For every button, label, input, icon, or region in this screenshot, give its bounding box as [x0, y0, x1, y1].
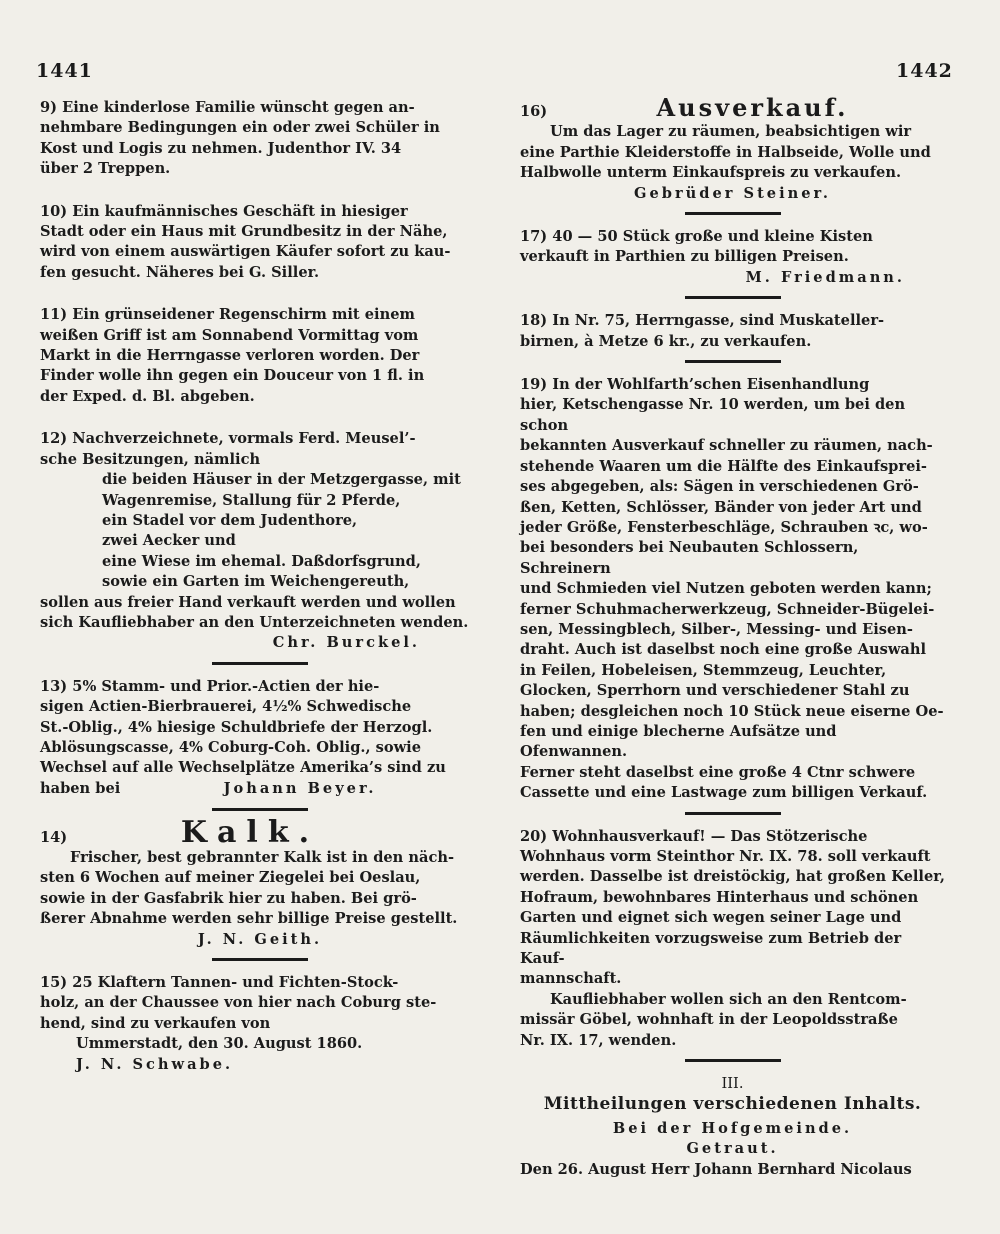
ad-12 [40, 429, 480, 653]
ad-heading [520, 93, 945, 122]
signature: M. Friedmann. [745, 268, 905, 286]
ad-line: ses abgegeben, als: Sägen in verschiedenen Grö- [520, 478, 919, 496]
section-subtitle: Bei der Hofgemeinde. [612, 1119, 853, 1137]
list-item: die beiden Häuser in der Metzgergasse, mit [102, 471, 461, 489]
ad-title: Kalk. [180, 814, 320, 850]
ad-line: verkauft in Parthien zu billigen Preisen. [520, 248, 849, 266]
ad-line: in Feilen, Hobeleisen, Stemmzeug, Leuchter, [520, 661, 887, 679]
ad-line: holz, an der Chaussee von hier nach Coburg ste- [40, 994, 437, 1012]
ad-line: 18) In Nr. 75, Herrngasse, sind Muskateller- [520, 312, 885, 330]
date-line: Ummerstadt, den 30. August 1860. [76, 1035, 363, 1053]
ad-heading [40, 814, 480, 850]
signature: J. N. Schwabe. [76, 1055, 234, 1073]
ad-line: fen gesucht. Näheres bei G. Siller. [40, 263, 320, 281]
page-number-left: 1441 [36, 60, 93, 82]
ad-13 [40, 677, 480, 800]
separator-rule [212, 808, 308, 811]
separator-rule [685, 212, 781, 215]
ad-line: 15) 25 Klaftern Tannen- und Fichten-Stock- [40, 974, 399, 992]
ad-9 [40, 98, 480, 180]
ad-line: 11) Ein grünseidener Regenschirm mit einem [40, 306, 415, 324]
ad-line: Finder wolle ihn gegen ein Douceur von 1 fl. in [40, 367, 425, 385]
ad-number: 14) [40, 828, 68, 846]
ad-line: missär Göbel, wohnhaft in der Leopoldsstraße [520, 1011, 898, 1029]
ad-line: hend, sind zu verkaufen von [40, 1014, 271, 1032]
ad-line: Garten und eignet sich wegen seiner Lage und [520, 909, 902, 927]
separator-rule [212, 662, 308, 665]
separator-rule [685, 812, 781, 815]
ad-line: birnen, à Metze 6 kr., zu verkaufen. [520, 332, 812, 350]
ad-15 [40, 973, 480, 1075]
ad-line: über 2 Treppen. [40, 160, 171, 178]
signature: Gebrüder Steiner. [634, 184, 831, 202]
section-subsubtitle: Getraut. [686, 1140, 779, 1158]
signature: J. N. Geith. [197, 930, 323, 948]
ad-line: weißen Griff ist am Sonnabend Vormittag vom [40, 326, 419, 344]
ad-line: Hofraum, bewohnbares Hinterhaus und schönen [520, 888, 919, 906]
ad-18 [520, 311, 945, 352]
separator-rule [685, 296, 781, 299]
ad-line: Ablösungscasse, 4% Coburg-Coh. Oblig., sowie [40, 738, 422, 756]
ad-line: Wohnhaus vorm Steinthor Nr. IX. 78. soll verkauft [520, 848, 931, 865]
ad-line: Frischer, best gebrannter Kalk ist in den näch- [70, 849, 454, 866]
section-title: Mittheilungen verschiedenen Inhalts. [543, 1094, 922, 1115]
ad-line: Markt in die Herrngasse verloren worden. Der [40, 347, 420, 365]
ad-number: 16) [520, 103, 548, 120]
ad-19 [520, 375, 945, 804]
ad-line: Um das Lager zu räumen, beabsichtigen wir [550, 123, 912, 141]
ad-line: ßen, Ketten, Schlösser, Bänder von jeder Art und [520, 498, 922, 516]
list-item: eine Wiese im ehemal. Daßdorfsgrund, [102, 552, 421, 570]
right-column [520, 93, 945, 1180]
ad-line: bekannten Ausverkauf schneller zu räumen, nach- [520, 437, 933, 455]
ad-line: sche Besitzungen, nämlich [40, 450, 261, 468]
ad-line: haben; desgleichen noch 10 Stück neue eiserne Oe- [520, 702, 944, 720]
signature: Johann Beyer. [223, 780, 377, 798]
ad-line: bei besonders bei Neubauten Schlossern, Schreinern [520, 539, 859, 577]
ad-20 [520, 827, 945, 1051]
ad-line: sigen Actien-Bierbrauerei, 4½% Schwedische [40, 698, 412, 716]
separator-rule [212, 958, 308, 961]
ad-line: jeder Größe, Fensterbeschläge, Schrauben ꝛc, wo- [520, 518, 928, 536]
ad-line: sen, Messingblech, Silber-, Messing- und Eisen- [520, 620, 913, 638]
ad-line: eine Parthie Kleiderstoffe in Halbseide, Wolle und [520, 143, 931, 161]
property-list [40, 470, 480, 592]
ad-line: fen und einige blecherne Aufsätze und Ofenwannen. [520, 722, 837, 761]
ad-line: Stadt oder ein Haus mit Grundbesitz in der Nähe, [40, 223, 448, 241]
ad-line: Kaufliebhaber wollen sich an den Rentcom- [550, 990, 907, 1008]
left-column [40, 98, 480, 1075]
list-item: ein Stadel vor dem Judenthore, [102, 511, 358, 529]
list-item: zwei Aecker und [102, 532, 236, 550]
ad-line: nehmbare Bedingungen ein oder zwei Schüler in [40, 119, 440, 137]
signature: Chr. Burckel. [272, 634, 420, 652]
ad-line: Räumlichkeiten vorzugsweise zum Betrieb der Kauf- [520, 929, 902, 968]
ad-line: Halbwolle unterm Einkaufspreis zu verkaufen. [520, 164, 902, 182]
ad-line: sten 6 Wochen auf meiner Ziegelei bei Oeslau, [40, 869, 421, 887]
ad-line: haben bei [40, 779, 121, 797]
ad-line: 13) 5% Stamm- und Prior.-Actien der hie- [40, 677, 380, 695]
ad-14 [40, 814, 480, 950]
ad-line: werden. Dasselbe ist dreistöckig, hat großen Keller, [520, 868, 945, 886]
section-3 [520, 1074, 945, 1180]
page-number-right: 1442 [896, 60, 953, 82]
ad-line: 10) Ein kaufmännisches Geschäft in hiesiger [40, 202, 408, 220]
ad-line: sich Kaufliebhaber an den Unterzeichneten wenden. [40, 613, 469, 631]
ad-line: Cassette und eine Lastwage zum billigen Verkauf. [520, 784, 928, 802]
ad-line: sowie in der Gasfabrik hier zu haben. Bei grö- [40, 889, 417, 907]
ad-line: Kost und Logis zu nehmen. Judenthor IV. 34 [40, 139, 402, 157]
ad-line: 19) In der Wohlfarth’schen Eisenhandlung [520, 376, 870, 394]
ad-line: stehende Waaren um die Hälfte des Einkaufsprei- [520, 457, 927, 475]
ad-line: wird von einem auswärtigen Käufer sofort zu kau- [40, 243, 451, 261]
ad-line: sollen aus freier Hand verkauft werden und wollen [40, 593, 456, 611]
ad-line: ferner Schuhmacherwerkzeug, Schneider-Bügelei- [520, 600, 935, 618]
ad-line: mannschaft. [520, 970, 622, 988]
ad-16 [520, 93, 945, 204]
separator-rule [685, 1059, 781, 1062]
list-item: sowie ein Garten im Weichengereuth, [102, 573, 410, 591]
ad-title: Ausverkauf. [656, 93, 849, 122]
list-item: Wagenremise, Stallung für 2 Pferde, [102, 491, 401, 509]
ad-10 [40, 202, 480, 284]
ad-17 [520, 227, 945, 288]
register-entry: Den 26. August Herr Johann Bernhard Nicolaus [520, 1160, 912, 1178]
ad-line: hier, Ketschengasse Nr. 10 werden, um bei den schon [520, 396, 906, 434]
ad-line: ßerer Abnahme werden sehr billige Preise gestellt. [40, 910, 458, 928]
ad-11 [40, 305, 480, 407]
ad-line: 9) Eine kinderlose Familie wünscht gegen an- [40, 99, 415, 116]
ad-line: Wechsel auf alle Wechselplätze Amerika’s sind zu [40, 759, 446, 777]
ad-line: 20) Wohnhausverkauf! — Das Stötzerische [520, 827, 868, 845]
ad-line: der Exped. d. Bl. abgeben. [40, 387, 255, 405]
ad-line: 17) 40 — 50 Stück große und kleine Kisten [520, 228, 873, 246]
ad-line: 12) Nachverzeichnete, vormals Ferd. Meusel’- [40, 430, 416, 448]
ad-line: und Schmieden viel Nutzen geboten werden kann; [520, 580, 932, 598]
ad-line: draht. Auch ist daselbst noch eine große Auswahl [520, 641, 927, 659]
section-number: III. [721, 1075, 744, 1093]
ad-line: Nr. IX. 17, wenden. [520, 1031, 677, 1049]
ad-line: St.-Oblig., 4% hiesige Schuldbriefe der Herzogl. [40, 718, 433, 736]
ad-line: Glocken, Sperrhorn und verschiedener Stahl zu [520, 682, 910, 700]
separator-rule [685, 360, 781, 363]
ad-line: Ferner steht daselbst eine große 4 Ctnr schwere [520, 763, 916, 781]
